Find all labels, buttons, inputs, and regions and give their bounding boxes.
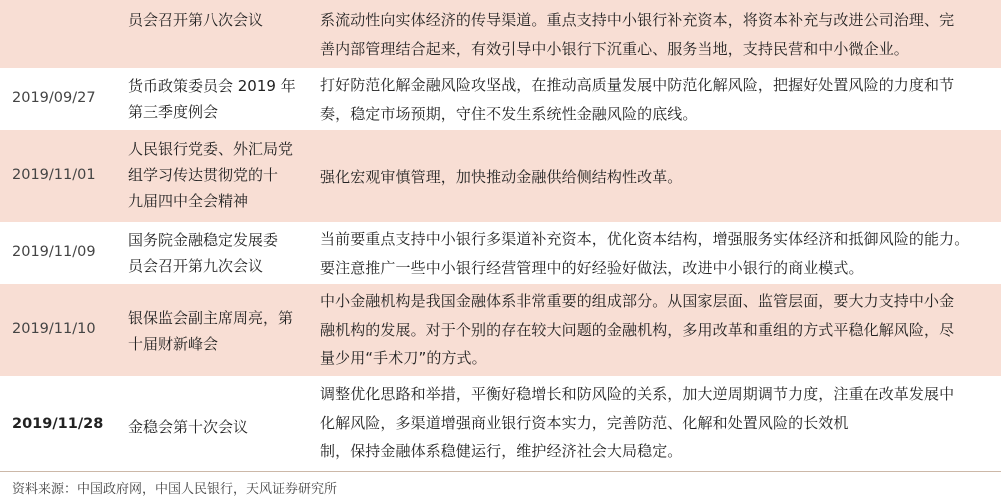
bottom-rule — [0, 471, 1001, 472]
meeting-line: 员会召开第九次会议 — [128, 257, 264, 275]
meeting-line: 货币政策委员会 2019 年 — [128, 77, 296, 95]
meeting-line: 人民银行党委、外汇局党 — [128, 140, 294, 158]
table-row — [0, 376, 1001, 470]
date-cell: 2019/11/01 — [12, 167, 96, 183]
table-row — [0, 0, 1001, 68]
meeting-line: 组学习传达贯彻党的十 — [128, 166, 279, 184]
meeting-line: 十届财新峰会 — [128, 335, 219, 353]
content-line: 强化宏观审慎管理，加快推动金融供给侧结构性改革。 — [320, 168, 683, 186]
meeting-cell — [128, 414, 308, 440]
content-cell — [320, 6, 995, 63]
content-line: 化解风险，多渠道增强商业银行资本实力，完善防范、化解和处置风险的长效机 — [320, 413, 849, 432]
content-cell — [320, 380, 995, 466]
table-row — [0, 68, 1001, 130]
meeting-cell — [128, 305, 308, 357]
content-line: 善内部管理结合起来，有效引导中小银行下沉重心、服务当地，支持民营和中小微企业。 — [320, 39, 909, 58]
content-line: 要注意推广一些中小银行经营管理中的好经验好做法，改进中小银行的商业模式。 — [320, 258, 864, 277]
date-cell: 2019/11/28 — [12, 416, 104, 432]
meeting-line: 第三季度例会 — [128, 103, 219, 121]
date-cell: 2019/11/10 — [12, 321, 96, 337]
meeting-line: 国务院金融稳定发展委 — [128, 231, 279, 249]
meeting-line: 银保监会副主席周亮，第 — [128, 309, 294, 327]
table-row — [0, 130, 1001, 222]
content-cell — [320, 287, 995, 373]
content-line: 奏，稳定市场预期，守住不发生系统性金融风险的底线。 — [320, 104, 698, 123]
source-note: 资料来源：中国政府网，中国人民银行，天风证券研究所 — [12, 482, 338, 497]
content-line: 制，保持金融体系稳健运行，维护经济社会大局稳定。 — [320, 442, 683, 460]
meeting-line: 员会召开第八次会议 — [128, 11, 264, 29]
date-cell: 2019/11/09 — [12, 244, 96, 260]
meeting-cell — [128, 7, 308, 33]
content-line: 系流动性向实体经济的传导渠道。重点支持中小银行补充资本，将资本补充与改进公司治理、完 — [320, 11, 955, 29]
content-line: 当前要重点支持中小银行多渠道补充资本，优化资本结构，增强服务实体经济和抵御风险的能力。 — [320, 230, 970, 248]
content-line: 打好防范化解金融风险攻坚战，在推动高质量发展中防范化解风险，把握好处置风险的力度和节 — [320, 76, 955, 94]
content-line: 中小金融机构是我国金融体系非常重要的组成部分。从国家层面、监管层面，要大力支持中小金 — [320, 292, 955, 310]
content-line: 融机构的发展。对于个别的存在较大问题的金融机构，多用改革和重组的方式平稳化解风险，尽 — [320, 320, 955, 339]
table-row — [0, 222, 1001, 284]
meeting-line: 九届四中全会精神 — [128, 192, 249, 210]
content-cell — [320, 71, 995, 128]
content-cell — [320, 225, 995, 282]
meeting-cell — [128, 227, 308, 279]
meeting-cell — [128, 136, 308, 214]
content-cell — [320, 163, 995, 192]
table-row — [0, 284, 1001, 376]
meeting-cell — [128, 73, 308, 125]
content-line: 调整优化思路和举措，平衡好稳增长和防风险的关系，加大逆周期调节力度，注重在改革发展中 — [320, 385, 955, 403]
date-cell: 2019/09/27 — [12, 90, 96, 106]
meeting-line: 金稳会第十次会议 — [128, 418, 249, 436]
content-line: 量少用“手术刀”的方式。 — [320, 349, 487, 367]
